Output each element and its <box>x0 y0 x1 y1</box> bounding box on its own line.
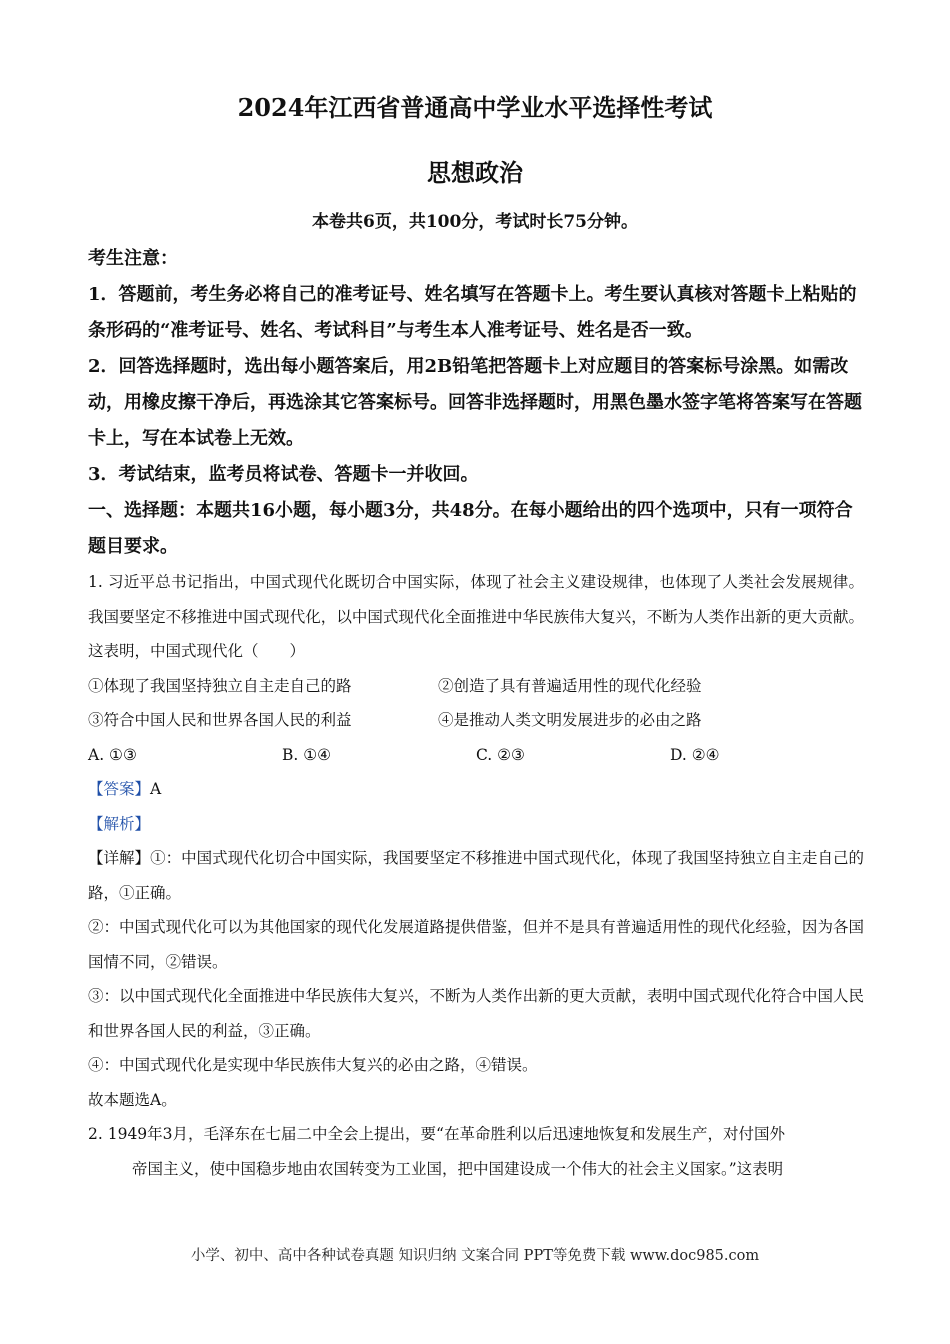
q1-detail-3: ③：以中国式现代化全面推进中华民族伟大复兴，不断为人类作出新的更大贡献，表明中国式现代化符合中国人民和世界各国人民的利益，③正确。 <box>88 987 864 1040</box>
q1-option-3: ③符合中国人民和世界各国人民的利益 <box>88 711 352 729</box>
exam-title: 2024年江西省普通高中学业水平选择性考试 <box>237 93 713 122</box>
detail-text-1: ①：中国式现代化切合中国实际，我国要坚定不移推进中国式现代化，体现了我国坚持独立自主走自己的路，①正确。 <box>88 849 864 902</box>
notice-heading: 考生注意： <box>88 248 178 269</box>
q1-detail-2: ②：中国式现代化可以为其他国家的现代化发展道路提供借鉴，但并不是具有普遍适用性的现代化经验，因为各国国情不同，②错误。 <box>88 918 864 971</box>
analysis-label: 【解析】 <box>88 814 151 833</box>
q1-choice-d: D. ②④ <box>670 745 720 764</box>
notice-item-3: 3．考试结束，监考员将试卷、答题卡一并收回。 <box>88 464 479 485</box>
q2-stem-line-1: 2. 1949年3月，毛泽东在七届二中全会上提出，要“在革命胜利以后迅速地恢复和发展生产，对付国外 <box>88 1125 785 1143</box>
q1-choices <box>88 738 864 773</box>
subject-title: 思想政治 <box>427 158 523 187</box>
answer-label: 【答案】 <box>88 780 151 798</box>
q1-options-row-2 <box>88 703 864 738</box>
q1-choice-b: B. ①④ <box>282 745 332 764</box>
page-footer: 小学、初中、高中各种试卷真题 知识归纳 文案合同 PPT等免费下载 www.doc985.com <box>190 1248 760 1264</box>
q2-stem-line-2: 帝国主义，使中国稳步地由农国转变为工业国，把中国建设成一个伟大的社会主义国家。”这表明 <box>132 1159 784 1178</box>
section-heading: 一、选择题：本题共16小题，每小题3分，共48分。在每小题给出的四个选项中，只有一项符合题目要求。 <box>88 500 853 557</box>
answer-value: A <box>150 780 162 798</box>
q1-option-2: ②创造了具有普遍适用性的现代化经验 <box>438 676 702 695</box>
q1-choice-c: C. ②③ <box>476 745 525 764</box>
q1-detail-1 <box>88 841 864 910</box>
q1-option-4: ④是推动人类文明发展进步的必由之路 <box>438 711 702 729</box>
notice-item-2: 2．回答选择题时，选出每小题答案后，用2B铅笔把答题卡上对应题目的答案标号涂黑。如需改动，用橡皮擦干净后，再选涂其它答案标号。回答非选择题时，用黑色墨水签字笔将答案写在答题卡上，写在本试卷上无效。 <box>88 356 862 449</box>
q1-stem: 1. 习近平总书记指出，中国式现代化既切合中国实际，体现了社会主义建设规律，也体现了人类社会发展规律。我国要坚定不移推进中国式现代化，以中国式现代化全面推进中华民族伟大复兴，不断为人类作出新的更大贡献。这表明，中国式现代化（ ） <box>88 573 864 660</box>
detail-label: 【详解】 <box>88 849 151 867</box>
exam-content <box>88 241 864 1186</box>
q1-options-row-1 <box>88 669 864 704</box>
exam-info: 本卷共6页，共100分，考试时长75分钟。 <box>312 212 638 232</box>
notice-item-1: 1．答题前，考生务必将自己的准考证号、姓名填写在答题卡上。考生要认真核对答题卡上粘贴的条形码的“准考证号、姓名、考试科目”与考生本人准考证号、姓名是否一致。 <box>88 284 857 341</box>
q1-answer <box>88 772 864 807</box>
q1-choice-a: A. ①③ <box>88 745 137 764</box>
q1-analysis <box>88 807 864 842</box>
q1-option-1: ①体现了我国坚持独立自主走自己的路 <box>88 676 352 695</box>
q1-conclusion: 故本题选A。 <box>88 1090 177 1109</box>
q1-detail-4: ④：中国式现代化是实现中华民族伟大复兴的必由之路，④错误。 <box>88 1056 538 1074</box>
